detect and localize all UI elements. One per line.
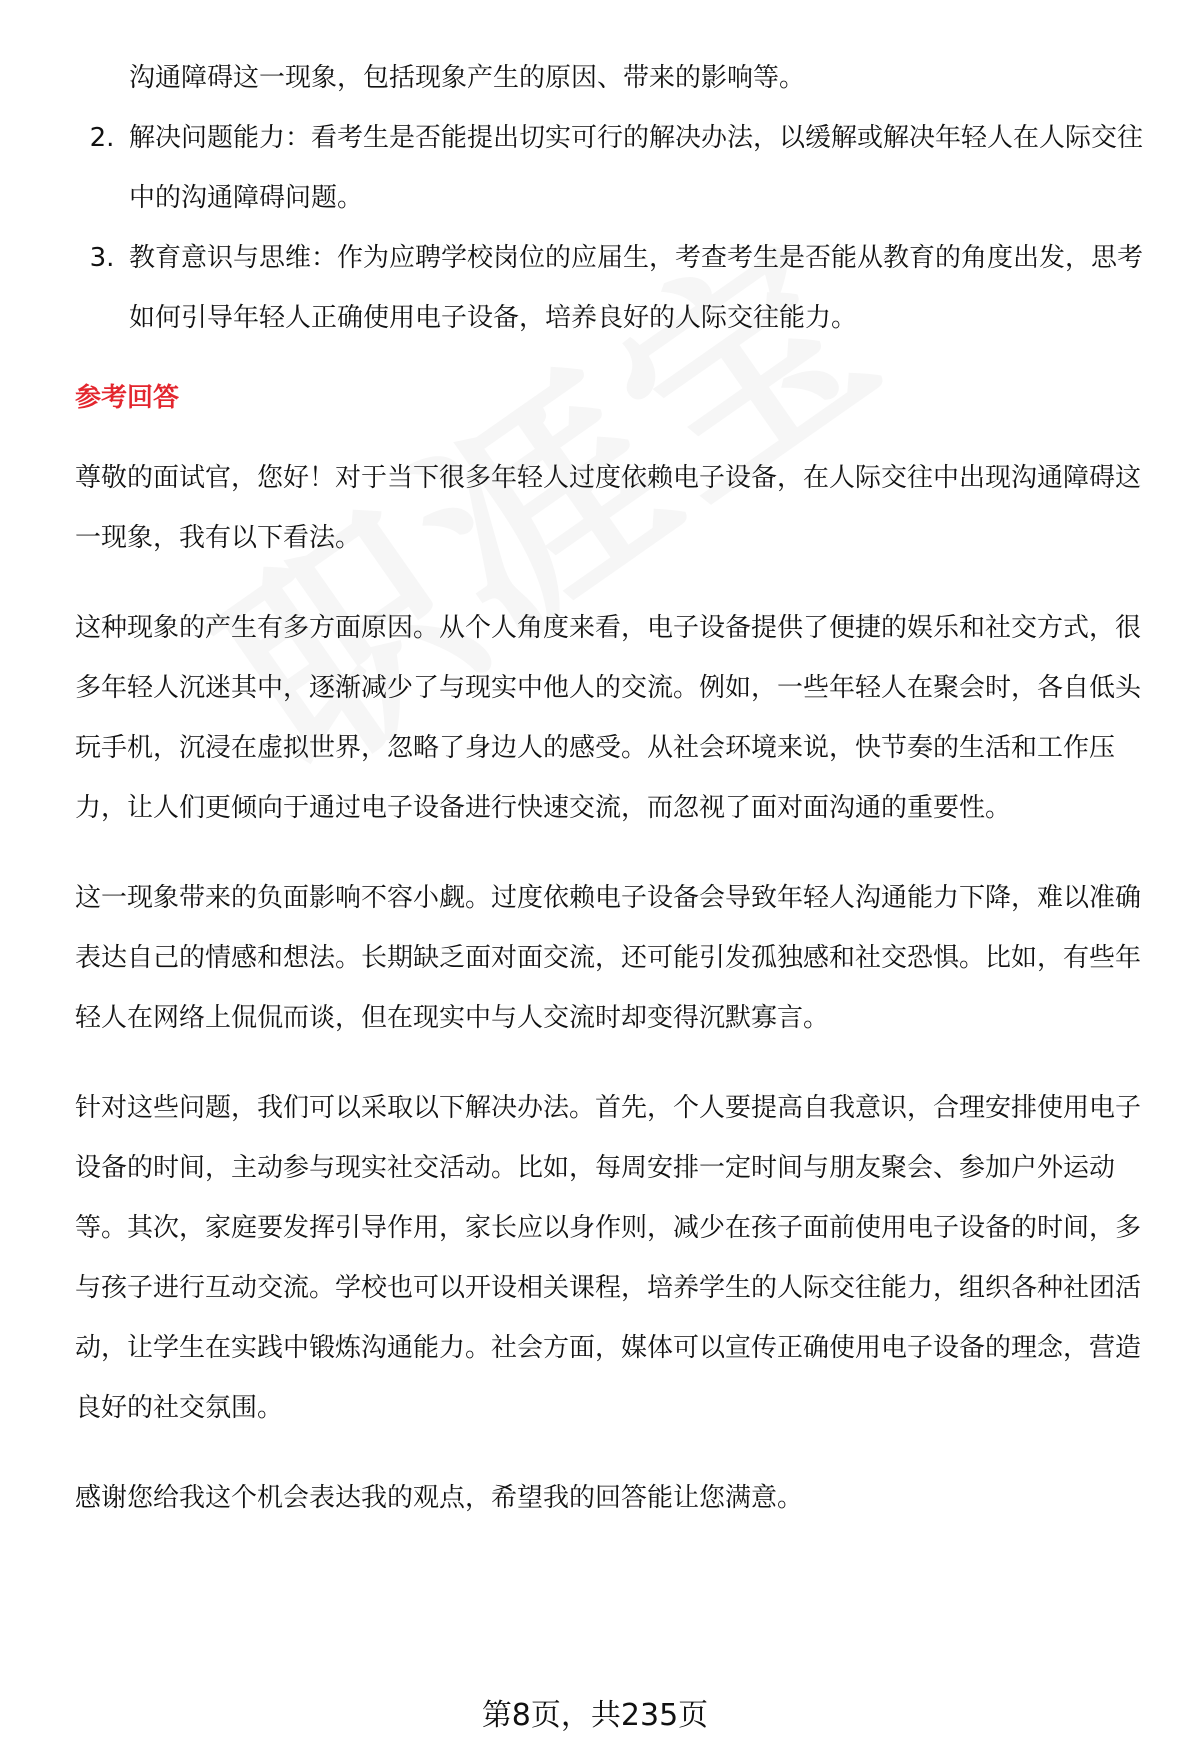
paragraph-closing: 感谢您给我这个机会表达我的观点，希望我的回答能让您满意。 <box>75 1483 804 1513</box>
list-number: 3. <box>89 243 115 273</box>
paragraph-solutions: 针对这些问题，我们可以采取以下解决办法。首先，个人要提高自我意识，合理安排使用电子设备的时间，主动参与现实社交活动。比如，每周安排一定时间与朋友聚会、参加户外运动等。其次，家庭要发挥引导作用，家长应以身作则，减少在孩子面前使用电子设备的时间，多与孩子进行互动交流。学校也可以开设相关课程，培养学生的人际交往能力，组织各种社团活动，让学生在实践中锻炼沟通能力。社会方面，媒体可以宣传正确使用电子设备的理念，营造良好的社交氛围。 <box>75 1093 1142 1423</box>
list-text: 解决问题能力：看考生是否能提出切实可行的解决办法，以缓解或解决年轻人在人际交往中的沟通障碍问题。 <box>129 123 1144 213</box>
document-content <box>75 48 1165 1528</box>
list-text: 教育意识与思维：作为应聘学校岗位的应届生，考查考生是否能从教育的角度出发，思考如何引导年轻人正确使用电子设备，培养良好的人际交往能力。 <box>129 243 1144 333</box>
paragraph-causes: 这种现象的产生有多方面原因。从个人角度来看，电子设备提供了便捷的娱乐和社交方式，很多年轻人沉迷其中，逐渐减少了与现实中他人的交流。例如，一些年轻人在聚会时，各自低头玩手机，沉浸在虚拟世界，忽略了身边人的感受。从社会环境来说，快节奏的生活和工作压力，让人们更倾向于通过电子设备进行快速交流，而忽视了面对面沟通的重要性。 <box>75 613 1142 823</box>
paragraph-greeting: 尊敬的面试官，您好！对于当下很多年轻人过度依赖电子设备，在人际交往中出现沟通障碍这一现象，我有以下看法。 <box>75 463 1142 553</box>
list-item <box>75 108 1165 228</box>
list-number: 2. <box>89 123 115 153</box>
intro-continuation: 沟通障碍这一现象，包括现象产生的原因、带来的影响等。 <box>129 63 806 93</box>
page-footer: 第8页，共235页 <box>481 1698 709 1733</box>
paragraph-impact: 这一现象带来的负面影响不容小觑。过度依赖电子设备会导致年轻人沟通能力下降，难以准确表达自己的情感和想法。长期缺乏面对面交流，还可能引发孤独感和社交恐惧。比如，有些年轻人在网络上侃侃而谈，但在现实中与人交流时却变得沉默寡言。 <box>75 883 1142 1033</box>
answer-heading: 参考回答 <box>75 383 180 413</box>
list-item <box>75 228 1165 348</box>
point-list <box>75 108 1165 348</box>
